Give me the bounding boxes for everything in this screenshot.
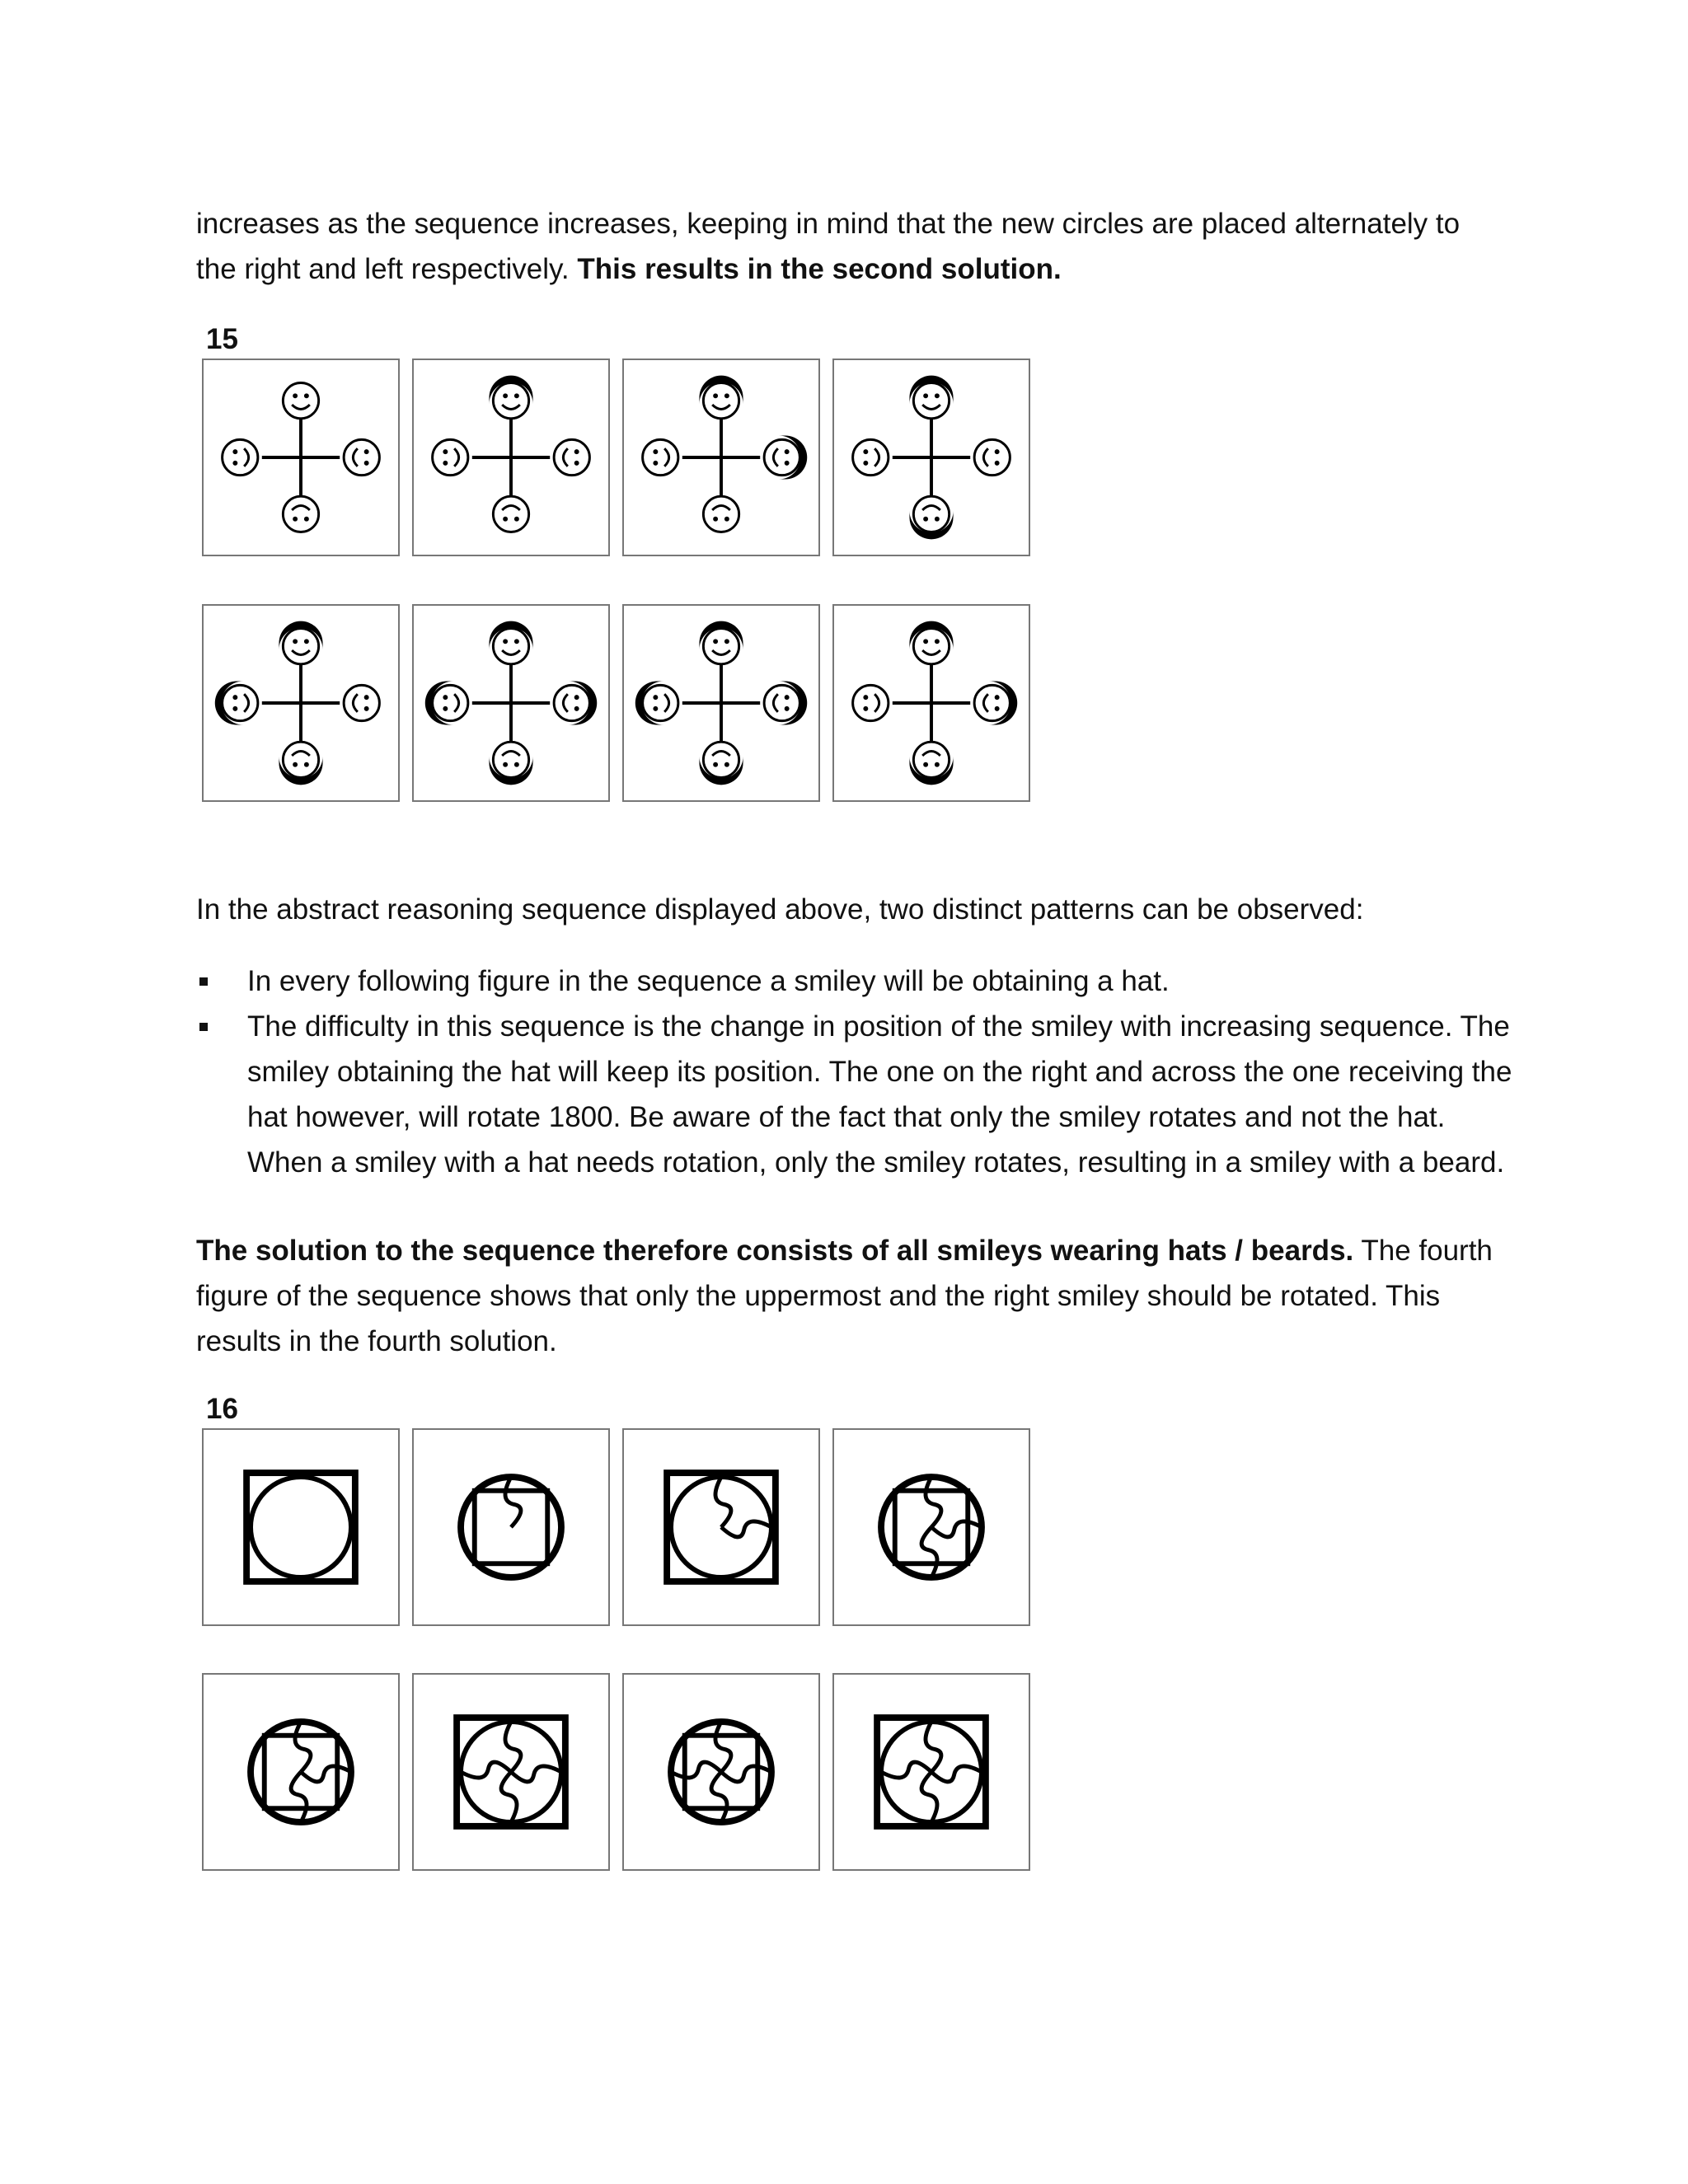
smiley-bottom-hat bbox=[279, 742, 322, 785]
smiley-left-hat bbox=[635, 681, 678, 724]
conclusion-text: The fourth figure of the sequence shows that only the uppermost and the right smiley should be rotated. This results in the fourth solution. bbox=[196, 1235, 1493, 1357]
curve-line bbox=[291, 1772, 307, 1822]
q15-answer-1[interactable] bbox=[202, 604, 400, 802]
curve-line bbox=[505, 1722, 521, 1772]
smiley-top-hat bbox=[489, 376, 532, 419]
smiley-left-hat bbox=[215, 681, 258, 724]
q15-figure-4 bbox=[832, 359, 1030, 556]
smiley-left-plain bbox=[853, 439, 889, 475]
bullet-item bbox=[196, 958, 1515, 1004]
question-16-number: 16 bbox=[206, 1393, 238, 1425]
smiley-left-plain bbox=[433, 439, 468, 475]
q16-figure-2 bbox=[412, 1428, 610, 1626]
q15-figure-3 bbox=[622, 359, 820, 556]
explanation-lead: In the abstract reasoning sequence displayed above, two distinct patterns can be observed: bbox=[196, 893, 1364, 926]
q15-smiley-cross-3 bbox=[624, 360, 818, 555]
q15-answer-4[interactable] bbox=[832, 604, 1030, 802]
q15-figure-1 bbox=[202, 359, 400, 556]
q16-shape-1 bbox=[204, 1430, 398, 1624]
smiley-right-hat bbox=[764, 435, 807, 479]
intro-bold: This results in the second solution. bbox=[577, 253, 1062, 285]
curve-line bbox=[881, 1762, 931, 1778]
curve-line bbox=[926, 1722, 941, 1772]
q16-figure-3 bbox=[622, 1428, 820, 1626]
question-15-number: 15 bbox=[206, 323, 238, 355]
conclusion-paragraph bbox=[196, 1228, 1498, 1364]
q15-answer-3[interactable] bbox=[622, 604, 820, 802]
q16-shape-4 bbox=[834, 1430, 1029, 1624]
bullet-text: In every following figure in the sequence a smiley will be obtaining a hat. bbox=[247, 965, 1170, 997]
q15-smiley-cross-8 bbox=[834, 606, 1029, 800]
curve-line bbox=[721, 1521, 771, 1537]
q16-shape-8 bbox=[834, 1675, 1029, 1869]
conclusion-bold: The solution to the sequence therefore consists of all smileys wearing hats / beards. bbox=[196, 1235, 1354, 1267]
smiley-right-hat bbox=[554, 681, 597, 724]
intro-text: increases as the sequence increases, keeping in mind that the new circles are placed alternately to the right and left respectively. bbox=[196, 208, 1461, 285]
smiley-top-hat bbox=[279, 621, 322, 664]
smiley-left-plain bbox=[223, 439, 258, 475]
smiley-bottom-hat bbox=[699, 742, 743, 785]
curve-line bbox=[715, 1722, 731, 1772]
smiley-right-plain bbox=[344, 439, 379, 475]
bullet-text: The difficulty in this sequence is the change in position of the smiley with increasing sequence. The smiley obtaining the hat will keep its position. The one on the right and across the one receiving the hat however, will rotate 1800. Be aware of the fact that only the smiley rotates and not the hat. When a smiley with a hat needs rotation, only the smiley rotates, resulting in a smiley with a beard. bbox=[247, 1010, 1512, 1179]
curve-line bbox=[461, 1762, 511, 1778]
q15-smiley-cross-4 bbox=[834, 360, 1029, 555]
smiley-bottom-hat bbox=[909, 496, 953, 539]
square-bullet-icon bbox=[199, 1023, 208, 1031]
q15-smiley-cross-2 bbox=[414, 360, 608, 555]
curve-line bbox=[301, 1766, 351, 1782]
q16-answer-1[interactable] bbox=[202, 1673, 400, 1871]
smiley-right-hat bbox=[764, 681, 807, 724]
q15-smiley-cross-1 bbox=[204, 360, 398, 555]
q15-answer-2[interactable] bbox=[412, 604, 610, 802]
q16-answer-4[interactable] bbox=[832, 1673, 1030, 1871]
q15-smiley-cross-6 bbox=[414, 606, 608, 800]
smiley-bottom-hat bbox=[489, 742, 532, 785]
curve-line bbox=[921, 1527, 937, 1577]
curve-line bbox=[715, 1477, 731, 1527]
smiley-bottom-plain bbox=[283, 496, 318, 532]
curve-line bbox=[931, 1521, 982, 1537]
q16-shape-3 bbox=[624, 1430, 818, 1624]
smiley-right-plain bbox=[344, 685, 379, 720]
curve-line bbox=[931, 1766, 982, 1782]
smiley-top-hat bbox=[909, 621, 953, 664]
q16-figure-4 bbox=[832, 1428, 1030, 1626]
q16-shape-2 bbox=[414, 1430, 608, 1624]
smiley-top-hat bbox=[909, 376, 953, 419]
intro-paragraph bbox=[196, 201, 1498, 292]
smiley-left-hat bbox=[425, 681, 468, 724]
q16-shape-7 bbox=[624, 1675, 818, 1869]
curve-line bbox=[511, 1766, 561, 1782]
smiley-left-plain bbox=[643, 439, 678, 475]
smiley-right-hat bbox=[974, 681, 1017, 724]
q16-answer-3[interactable] bbox=[622, 1673, 820, 1871]
bullet-item bbox=[196, 1004, 1515, 1185]
curve-line bbox=[295, 1722, 311, 1772]
q15-smiley-cross-7 bbox=[624, 606, 818, 800]
curve-line bbox=[921, 1772, 937, 1822]
curve-line bbox=[721, 1766, 771, 1782]
q16-figure-1 bbox=[202, 1428, 400, 1626]
curve-line bbox=[501, 1772, 517, 1822]
smiley-top-hat bbox=[699, 621, 743, 664]
q16-shape-6 bbox=[414, 1675, 608, 1869]
smiley-right-plain bbox=[554, 439, 589, 475]
smiley-bottom-hat bbox=[909, 742, 953, 785]
smiley-top-plain bbox=[283, 383, 318, 419]
q16-answer-2[interactable] bbox=[412, 1673, 610, 1871]
curve-line bbox=[671, 1762, 721, 1778]
smiley-bottom-plain bbox=[703, 496, 738, 532]
square-bullet-icon bbox=[199, 977, 208, 986]
smiley-left-plain bbox=[853, 685, 889, 720]
smiley-top-hat bbox=[699, 376, 743, 419]
curve-line bbox=[711, 1772, 727, 1822]
q16-shape-5 bbox=[204, 1675, 398, 1869]
q15-smiley-cross-5 bbox=[204, 606, 398, 800]
smiley-top-hat bbox=[489, 621, 532, 664]
q15-figure-2 bbox=[412, 359, 610, 556]
explanation-bullets bbox=[196, 958, 1515, 1185]
smiley-right-plain bbox=[974, 439, 1010, 475]
curve-line bbox=[505, 1477, 521, 1527]
smiley-bottom-plain bbox=[493, 496, 528, 532]
curve-line bbox=[926, 1477, 941, 1527]
